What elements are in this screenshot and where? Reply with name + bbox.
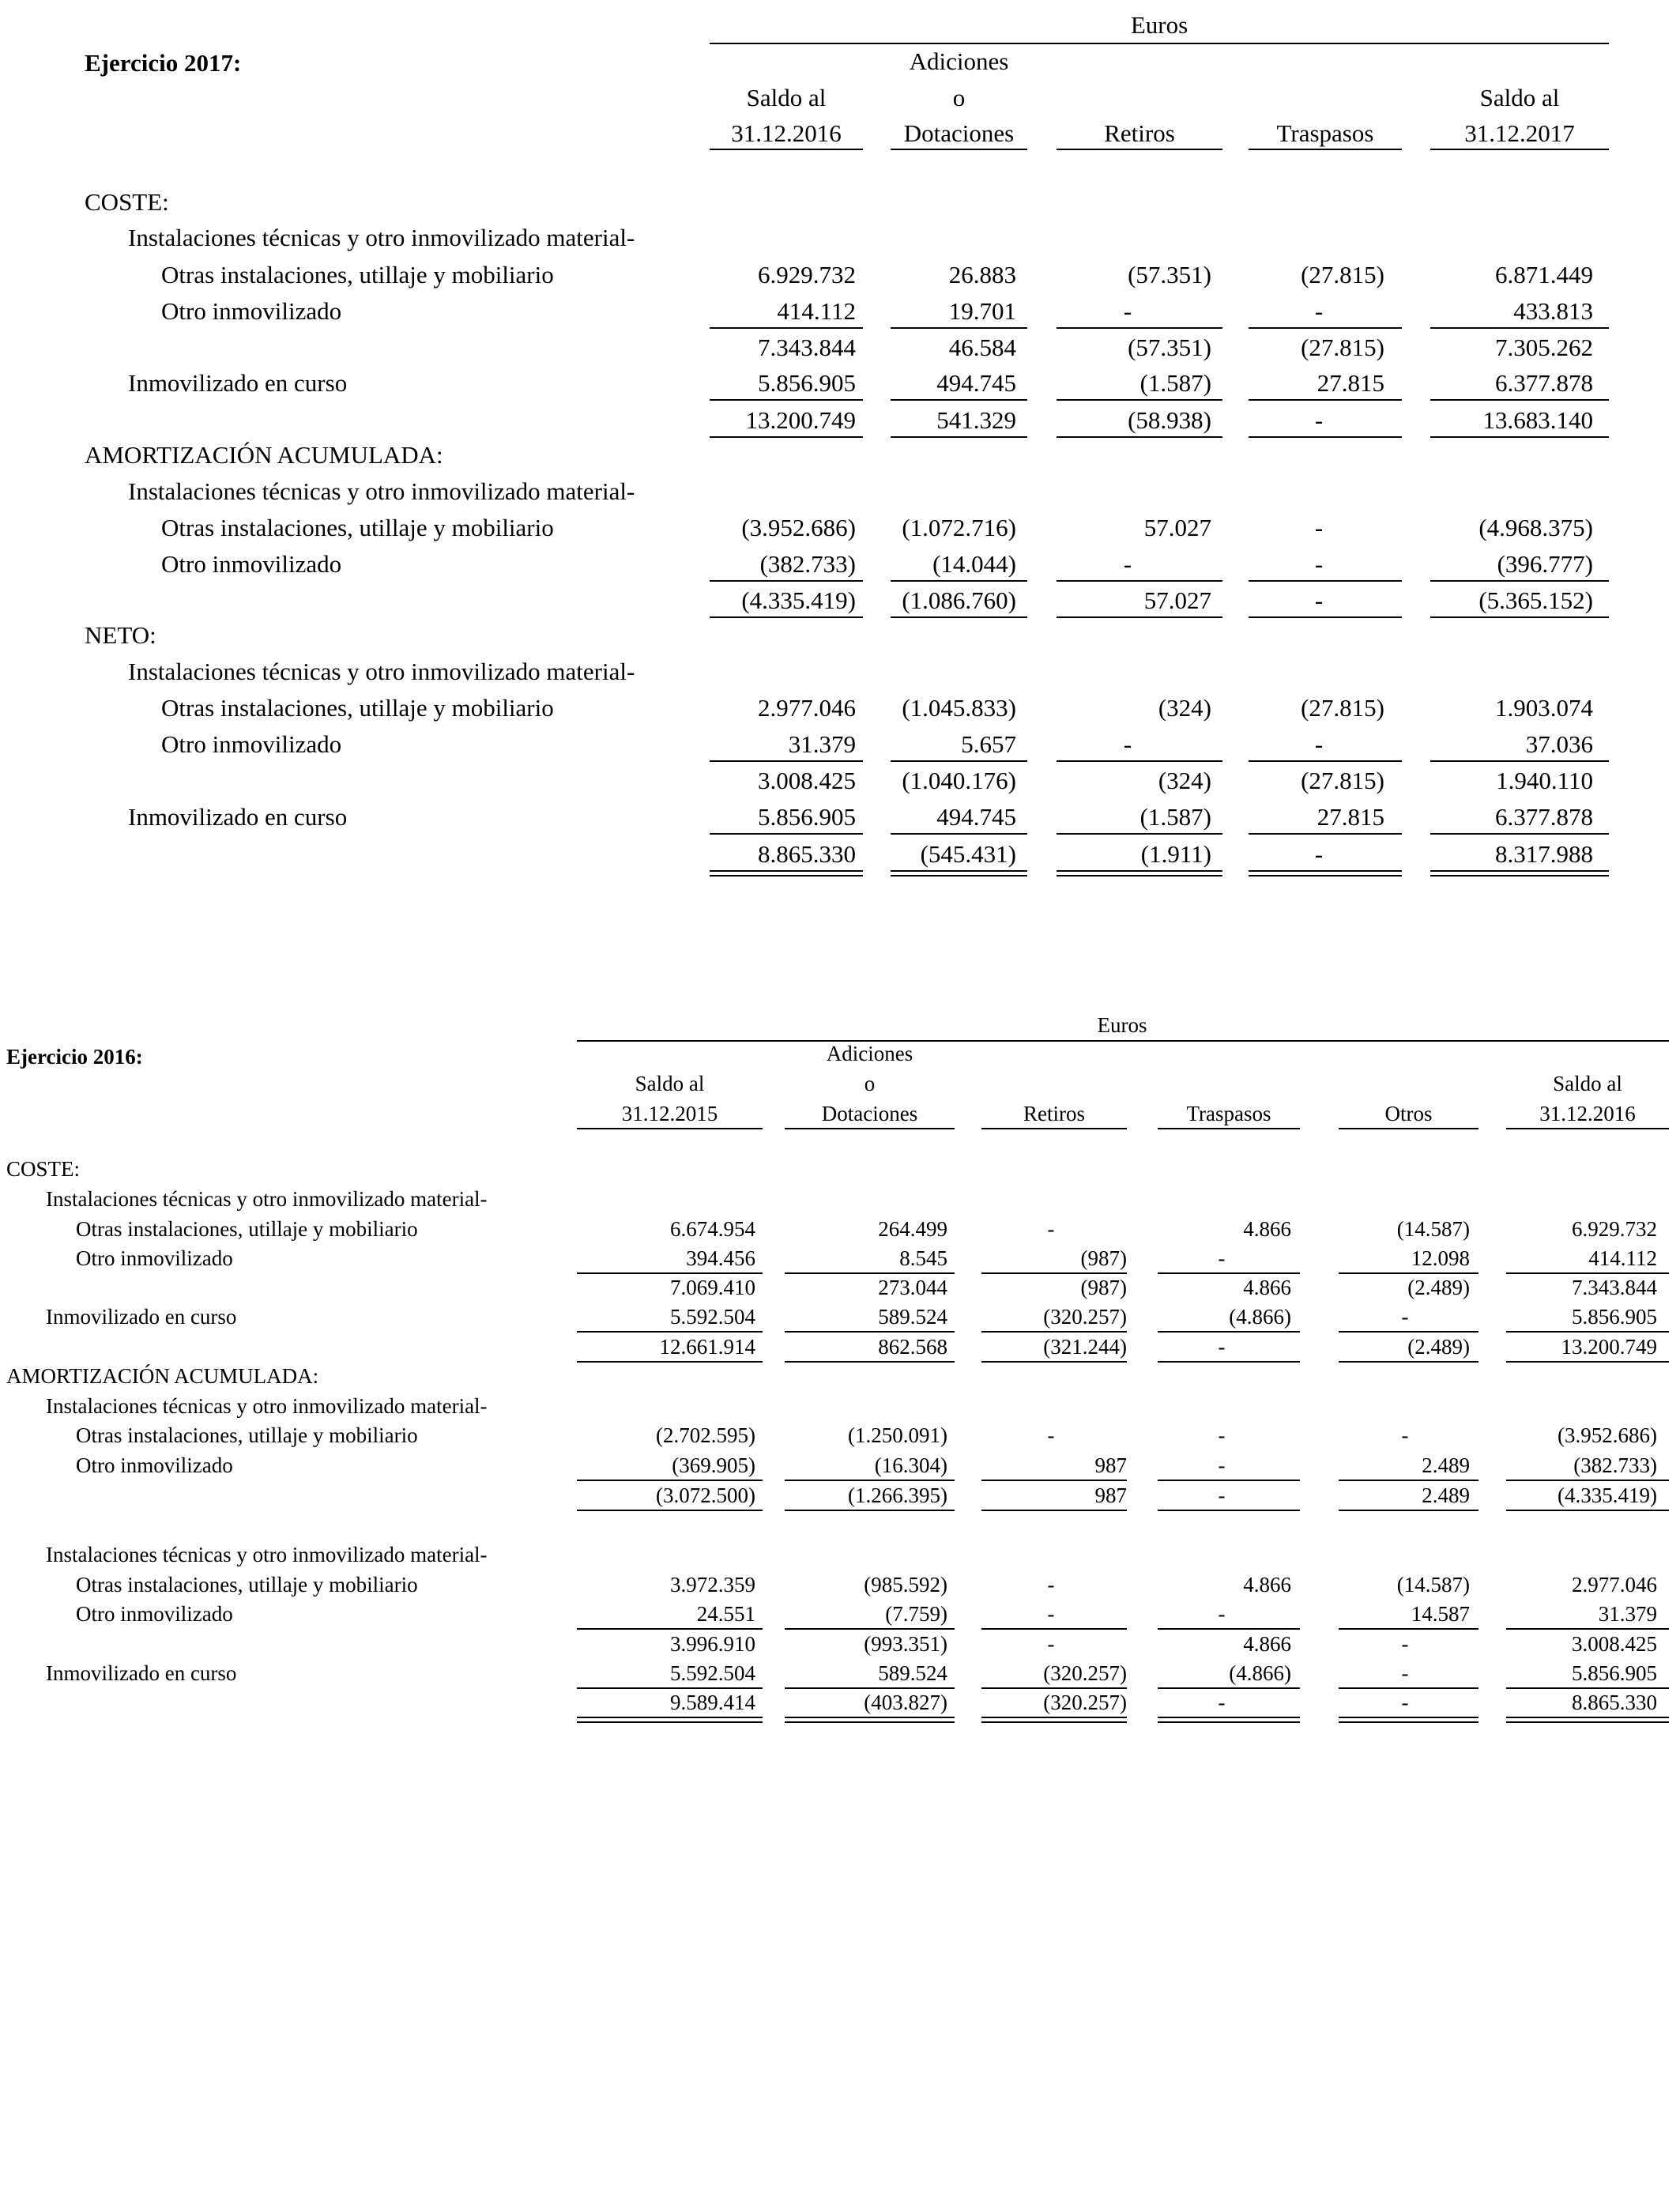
cell-value: 6.377.878 [1495,369,1593,397]
subtotal-rule [1506,1361,1669,1363]
subtotal-rule [981,1687,1127,1689]
cell-value: 6.871.449 [1495,261,1593,288]
cell-value: - [1401,1305,1409,1329]
column-header-line: 31.12.2015 [621,1102,718,1125]
cell-value: (16.304) [874,1453,947,1477]
cell-value: (4.968.375) [1478,514,1593,541]
cell-value: 2.977.046 [758,694,856,722]
total-double-rule [1249,870,1402,876]
subtotal-rule [577,1272,763,1274]
cell-value: (382.733) [759,550,856,578]
cell-value: 37.036 [1525,730,1593,758]
subtotal-rule [981,1628,1127,1630]
cell-value: - [1047,1602,1055,1626]
cell-value: (320.257) [1043,1305,1127,1329]
subtotal-rule [1506,1331,1669,1333]
cell-value: - [1314,730,1324,758]
cell-value: (545.431) [920,840,1016,868]
cell-value: 264.499 [878,1217,947,1241]
column-header-line: Dotaciones [903,119,1015,147]
subtotal-rule [1158,1272,1300,1274]
cell-value: 2.489 [1422,1483,1470,1507]
subtotal-rule [1158,1361,1300,1363]
column-header-line: Retiros [1023,1102,1085,1125]
cell-value: 5.856.905 [1572,1305,1657,1329]
column-header-rule [785,1128,955,1129]
subtotal-rule [710,616,863,618]
column-header-line: Adiciones [909,47,1009,75]
column-header-line: o [952,84,966,111]
cell-value: 24.551 [696,1602,755,1626]
cell-value: (27.815) [1301,767,1384,794]
subtotal-rule [1506,1480,1669,1481]
cell-value: 2.977.046 [1572,1573,1657,1596]
cell-value: 2.489 [1422,1453,1470,1477]
row-label: COSTE: [6,1157,81,1181]
column-header-line: 31.12.2017 [1464,119,1575,147]
subtotal-rule [1430,436,1609,438]
subtotal-rule [1506,1628,1669,1630]
column-header-rule [1506,1128,1669,1129]
cell-value: (382.733) [1573,1453,1657,1477]
subtotal-rule [1506,1687,1669,1689]
cell-value: (1.040.176) [902,767,1016,794]
cell-value: 13.200.749 [1561,1335,1657,1359]
cell-value: 8.865.330 [758,840,856,868]
subtotal-rule [1158,1628,1300,1630]
row-label: Instalaciones técnicas y otro inmovilizado material- [46,1394,488,1418]
row-label: Instalaciones técnicas y otro inmovilizado material- [128,224,635,251]
subtotal-rule [710,436,863,438]
cell-value: 14.587 [1411,1602,1470,1626]
cell-value: 273.044 [878,1276,947,1299]
column-header-rule [1057,149,1222,150]
cell-value: (1.266.395) [848,1483,947,1507]
cell-value: 7.343.844 [1572,1276,1657,1299]
cell-value: (27.815) [1301,694,1384,722]
cell-value: (1.045.833) [902,694,1016,722]
cell-value: 31.379 [788,730,856,758]
row-label: Instalaciones técnicas y otro inmovilizado material- [128,658,635,685]
column-header-line: Saldo al [746,84,827,111]
column-header-line: Adiciones [826,1042,913,1065]
cell-value: 494.745 [936,803,1016,831]
cell-value: (3.952.686) [741,514,856,541]
cell-value: - [1401,1661,1409,1685]
row-label: Otras instalaciones, utillaje y mobiliario [161,694,554,722]
cell-value: (7.759) [885,1602,947,1626]
total-double-rule [981,1717,1127,1723]
cell-value: (1.072.716) [902,514,1016,541]
subtotal-rule [891,436,1027,438]
row-label: Instalaciones técnicas y otro inmovilizado material- [128,477,635,505]
cell-value: - [1047,1632,1055,1656]
cell-value: 9.589.414 [670,1691,755,1714]
cell-value: 394.456 [686,1246,755,1270]
subtotal-rule [981,1272,1127,1274]
column-header-rule [1158,1128,1300,1129]
cell-value: (369.905) [672,1453,755,1477]
cell-value: 414.112 [777,297,856,325]
subtotal-rule [891,399,1027,401]
cell-value: - [1314,586,1324,614]
cell-value: - [1218,1246,1226,1270]
column-header-line: Saldo al [1479,84,1560,111]
cell-value: - [1047,1217,1055,1241]
total-double-rule [1057,870,1222,876]
cell-value: (1.086.760) [902,586,1016,614]
cell-value: 3.996.910 [670,1632,755,1656]
cell-value: 987 [1094,1453,1127,1477]
cell-value: - [1401,1423,1409,1447]
cell-value: (27.815) [1301,334,1384,361]
column-header-line: 31.12.2016 [731,119,842,147]
cell-value: (3.952.686) [1558,1423,1657,1447]
cell-value: 1.940.110 [1496,767,1593,794]
cell-value: 7.069.410 [670,1276,755,1299]
column-header-rule [981,1128,1127,1129]
subtotal-rule [1057,616,1222,618]
total-double-rule [1158,1717,1300,1723]
cell-value: - [1314,406,1324,434]
cell-value: 57.027 [1143,586,1211,614]
subtotal-rule [785,1510,955,1511]
cell-value: 862.568 [878,1335,947,1359]
total-double-rule [1506,1717,1669,1723]
subtotal-rule [1430,760,1609,762]
subtotal-rule [1057,760,1222,762]
subtotal-rule [577,1331,763,1333]
subtotal-rule [891,833,1027,835]
subtotal-rule [981,1361,1127,1363]
column-header-rule [1430,149,1609,150]
cell-value: 4.866 [1243,1276,1291,1299]
subtotal-rule [710,760,863,762]
column-header-line: Retiros [1104,119,1175,147]
column-header-line: Otros [1384,1102,1433,1125]
subtotal-rule [577,1361,763,1363]
column-header-line: Saldo al [635,1072,705,1095]
cell-value: 27.815 [1317,369,1384,397]
row-label: Otro inmovilizado [161,730,342,758]
subtotal-rule [1249,399,1402,401]
cell-value: (2.489) [1407,1335,1470,1359]
cell-value: 7.305.262 [1495,334,1593,361]
cell-value: 13.200.749 [745,406,856,434]
cell-value: 4.866 [1243,1217,1291,1241]
cell-value: - [1401,1691,1409,1714]
cell-value: 5.592.504 [670,1661,755,1685]
row-label: Otro inmovilizado [161,550,342,578]
cell-value: 13.683.140 [1482,406,1593,434]
cell-value: - [1047,1573,1055,1596]
column-header-line: Dotaciones [821,1102,918,1125]
cell-value: (320.257) [1043,1691,1127,1714]
currency-header: Euros [1130,11,1188,39]
cell-value: - [1218,1602,1226,1626]
cell-value: (1.250.091) [848,1423,947,1447]
total-double-rule [710,870,863,876]
cell-value: - [1123,297,1132,325]
cell-value: 589.524 [878,1305,947,1329]
subtotal-rule [1339,1510,1478,1511]
cell-value: (3.072.500) [656,1483,755,1507]
subtotal-rule [891,327,1027,329]
row-label: AMORTIZACIÓN ACUMULADA: [6,1364,319,1388]
cell-value: 5.657 [961,730,1016,758]
cell-value: (58.938) [1128,406,1211,434]
subtotal-rule [577,1628,763,1630]
cell-value: (320.257) [1043,1661,1127,1685]
cell-value: 5.856.905 [758,369,856,397]
row-label: Instalaciones técnicas y otro inmovilizado material- [46,1187,488,1211]
cell-value: 12.098 [1411,1246,1470,1270]
cell-value: 27.815 [1317,803,1384,831]
cell-value: (985.592) [864,1573,947,1596]
row-label: Inmovilizado en curso [46,1305,237,1329]
cell-value: 3.008.425 [1572,1632,1657,1656]
subtotal-rule [891,580,1027,582]
subtotal-rule [1057,833,1222,835]
subtotal-rule [1249,580,1402,582]
cell-value: 8.317.988 [1495,840,1593,868]
subtotal-rule [710,399,863,401]
cell-value: - [1047,1423,1055,1447]
row-label: Otras instalaciones, utillaje y mobiliario [161,514,554,541]
cell-value: 5.856.905 [758,803,856,831]
row-label: Otras instalaciones, utillaje y mobiliario [76,1573,418,1596]
cell-value: (57.351) [1128,261,1211,288]
column-header-rule [1339,1128,1478,1129]
cell-value: 8.865.330 [1572,1691,1657,1714]
subtotal-rule [1339,1480,1478,1481]
subtotal-rule [1158,1331,1300,1333]
cell-value: (987) [1080,1276,1127,1299]
subtotal-rule [1249,833,1402,835]
row-label: Otro inmovilizado [161,297,342,325]
subtotal-rule [1249,436,1402,438]
cell-value: 46.584 [948,334,1016,361]
subtotal-rule [1249,760,1402,762]
subtotal-rule [1430,399,1609,401]
cell-value: 6.377.878 [1495,803,1593,831]
subtotal-rule [1430,616,1609,618]
cell-value: (321.244) [1043,1335,1127,1359]
cell-value: (5.365.152) [1478,586,1593,614]
subtotal-rule [785,1687,955,1689]
cell-value: (396.777) [1497,550,1593,578]
cell-value: (1.587) [1139,803,1211,831]
header-top-rule [577,1040,1669,1042]
cell-value: 8.545 [899,1246,947,1270]
cell-value: 1.903.074 [1495,694,1593,722]
subtotal-rule [577,1510,763,1511]
subtotal-rule [785,1331,955,1333]
cell-value: (4.335.419) [741,586,856,614]
subtotal-rule [1158,1480,1300,1481]
column-header-rule [710,149,863,150]
subtotal-rule [710,580,863,582]
cell-value: (14.044) [932,550,1016,578]
row-label: Otras instalaciones, utillaje y mobiliario [161,261,554,288]
cell-value: (14.587) [1396,1573,1470,1596]
cell-value: (57.351) [1128,334,1211,361]
cell-value: 5.592.504 [670,1305,755,1329]
subtotal-rule [1339,1361,1478,1363]
cell-value: (4.866) [1229,1305,1291,1329]
total-double-rule [1339,1717,1478,1723]
row-label: Otro inmovilizado [76,1602,233,1626]
cell-value: 6.929.732 [758,261,856,288]
subtotal-rule [1430,327,1609,329]
subtotal-rule [710,833,863,835]
cell-value: - [1218,1453,1226,1477]
cell-value: (324) [1158,694,1211,722]
column-header-line: Saldo al [1553,1072,1622,1095]
subtotal-rule [1057,580,1222,582]
cell-value: (2.702.595) [656,1423,755,1447]
row-label: Inmovilizado en curso [46,1661,237,1685]
row-label: AMORTIZACIÓN ACUMULADA: [85,441,443,469]
subtotal-rule [891,616,1027,618]
subtotal-rule [1339,1331,1478,1333]
subtotal-rule [1249,327,1402,329]
cell-value: - [1218,1423,1226,1447]
cell-value: 6.674.954 [670,1217,755,1241]
cell-value: (324) [1158,767,1211,794]
cell-value: - [1401,1632,1409,1656]
total-double-rule [891,870,1027,876]
cell-value: 12.661.914 [659,1335,755,1359]
cell-value: (2.489) [1407,1276,1470,1299]
cell-value: - [1123,550,1132,578]
subtotal-rule [1057,327,1222,329]
cell-value: 5.856.905 [1572,1661,1657,1685]
cell-value: (987) [1080,1246,1127,1270]
cell-value: 7.343.844 [758,334,856,361]
cell-value: 57.027 [1143,514,1211,541]
subtotal-rule [981,1480,1127,1481]
cell-value: (403.827) [864,1691,947,1714]
cell-value: 6.929.732 [1572,1217,1657,1241]
subtotal-rule [1506,1272,1669,1274]
row-label: NETO: [85,621,156,649]
row-label: Otras instalaciones, utillaje y mobiliario [76,1217,418,1241]
cell-value: 19.701 [948,297,1016,325]
subtotal-rule [1339,1628,1478,1630]
row-label: Otro inmovilizado [76,1453,233,1477]
cell-value: - [1218,1483,1226,1507]
cell-value: 433.813 [1513,297,1593,325]
subtotal-rule [785,1628,955,1630]
cell-value: (993.351) [864,1632,947,1656]
subtotal-rule [785,1272,955,1274]
subtotal-rule [1430,580,1609,582]
row-label: Otras instalaciones, utillaje y mobiliario [76,1423,418,1447]
row-label: Instalaciones técnicas y otro inmovilizado material- [46,1543,488,1566]
cell-value: 3.972.359 [670,1573,755,1596]
cell-value: (4.335.419) [1558,1483,1657,1507]
subtotal-rule [577,1687,763,1689]
subtotal-rule [1430,833,1609,835]
cell-value: 494.745 [936,369,1016,397]
cell-value: - [1314,840,1324,868]
cell-value: 589.524 [878,1661,947,1685]
subtotal-rule [1057,436,1222,438]
cell-value: - [1123,730,1132,758]
subtotal-rule [1158,1510,1300,1511]
subtotal-rule [891,760,1027,762]
header-top-rule [710,43,1609,44]
section-title: Ejercicio 2016: [6,1045,143,1069]
total-double-rule [785,1717,955,1723]
cell-value: (1.587) [1139,369,1211,397]
subtotal-rule [1057,399,1222,401]
cell-value: - [1314,550,1324,578]
subtotal-rule [785,1480,955,1481]
column-header-rule [577,1128,763,1129]
cell-value: - [1314,514,1324,541]
subtotal-rule [1249,616,1402,618]
cell-value: (1.911) [1140,840,1211,868]
section-title: Ejercicio 2017: [85,49,242,77]
subtotal-rule [577,1480,763,1481]
cell-value: 26.883 [948,261,1016,288]
cell-value: - [1314,297,1324,325]
cell-value: 541.329 [936,406,1016,434]
row-label: COSTE: [85,188,169,216]
cell-value: 4.866 [1243,1632,1291,1656]
cell-value: (14.587) [1396,1217,1470,1241]
cell-value: 414.112 [1588,1246,1657,1270]
column-header-rule [1249,149,1402,150]
subtotal-rule [1506,1510,1669,1511]
cell-value: - [1218,1691,1226,1714]
row-label: Inmovilizado en curso [128,803,348,831]
cell-value: 4.866 [1243,1573,1291,1596]
subtotal-rule [981,1331,1127,1333]
total-double-rule [577,1717,763,1723]
column-header-line: 31.12.2016 [1539,1102,1636,1125]
cell-value: - [1218,1335,1226,1359]
subtotal-rule [785,1361,955,1363]
row-label: Inmovilizado en curso [128,369,348,397]
subtotal-rule [1339,1272,1478,1274]
column-header-line: o [864,1072,876,1095]
subtotal-rule [981,1510,1127,1511]
cell-value: (4.866) [1229,1661,1291,1685]
subtotal-rule [1158,1687,1300,1689]
cell-value: (27.815) [1301,261,1384,288]
currency-header: Euros [1097,1013,1147,1037]
total-double-rule [1430,870,1609,876]
cell-value: 3.008.425 [758,767,856,794]
subtotal-rule [710,327,863,329]
cell-value: 987 [1094,1483,1127,1507]
row-label: Otro inmovilizado [76,1246,233,1270]
column-header-line: Traspasos [1186,1102,1271,1125]
column-header-line: Traspasos [1276,119,1374,147]
subtotal-rule [1339,1687,1478,1689]
cell-value: 31.379 [1598,1602,1657,1626]
column-header-rule [891,149,1027,150]
